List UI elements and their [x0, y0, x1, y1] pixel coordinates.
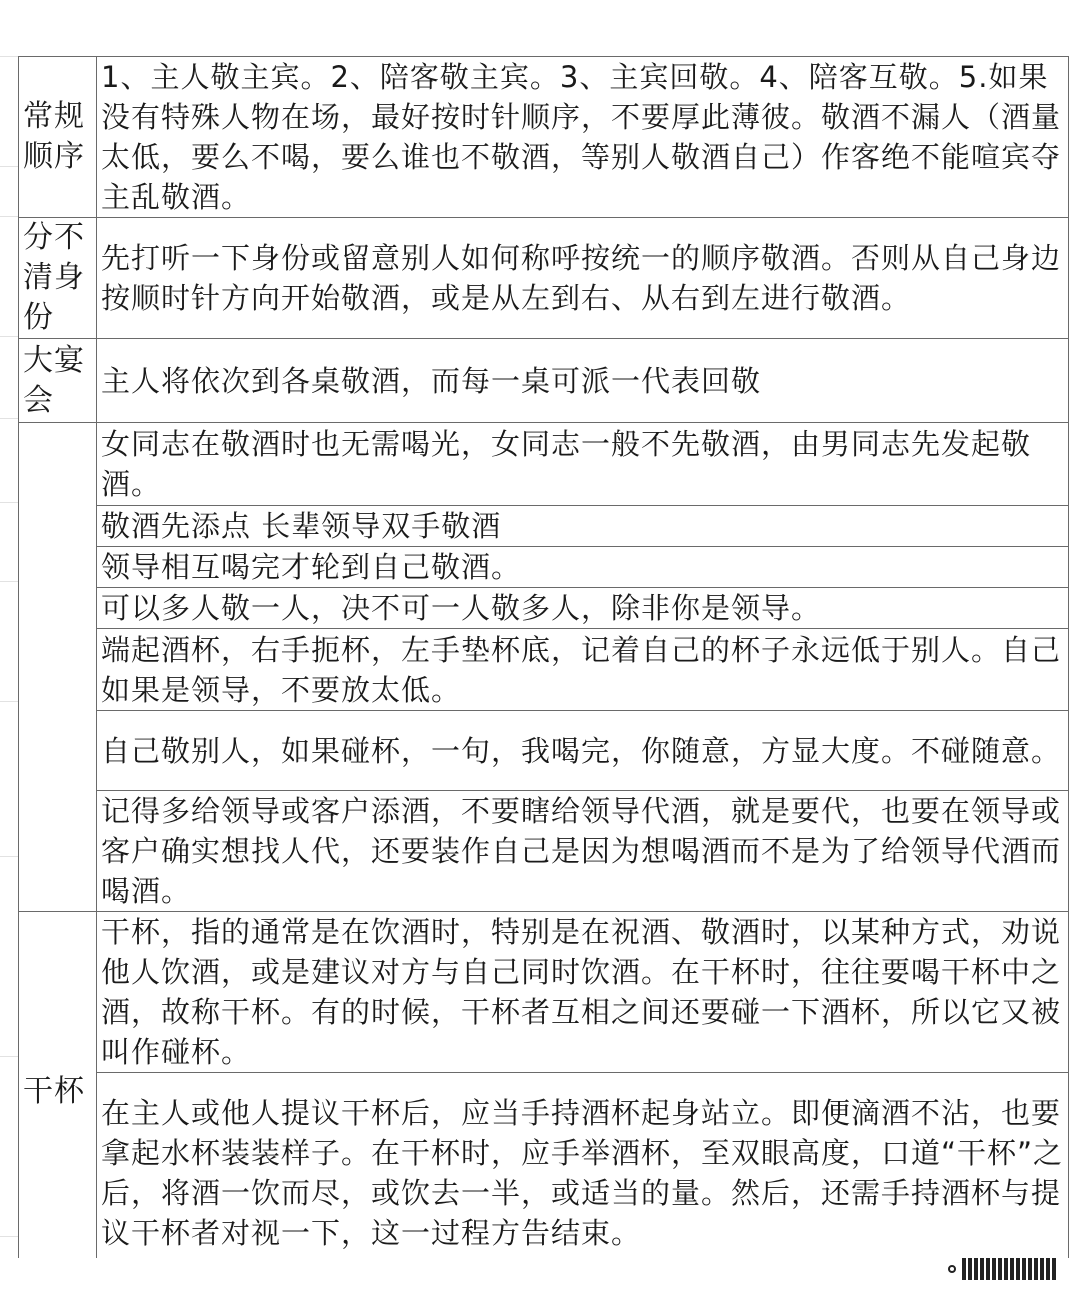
table-row	[19, 588, 1069, 629]
row-content: 主人将依次到各桌敬酒，而每一桌可派一代表回敬	[97, 339, 1069, 423]
row-content: 1、主人敬主宾。2、陪客敬主宾。3、主宾回敬。4、陪客互敬。5.如果没有特殊人物在场，最好按时针顺序，不要厚此薄彼。敬酒不漏人（酒量太低，要么不喝，要么谁也不敬酒，等别人敬酒自己）作客绝不能喧宾夺主乱敬酒。	[97, 57, 1069, 218]
table-row	[19, 57, 1069, 218]
table-row	[19, 218, 1069, 339]
row-category: 大宴会	[19, 339, 97, 423]
watermark-logo-icon	[948, 1256, 1056, 1282]
etiquette-table	[18, 56, 1069, 1273]
row-content: 先打听一下身份或留意别人如何称呼按统一的顺序敬酒。否则从自己身边按顺时针方向开始敬酒，或是从左到右、从右到左进行敬酒。	[97, 218, 1069, 339]
tip-item: 女同志在敬酒时也无需喝光，女同志一般不先敬酒，由男同志先发起敬酒。	[97, 423, 1069, 506]
table-row	[19, 912, 1069, 1073]
row-category: 分不清身份	[19, 218, 97, 339]
spreadsheet-row-gutter	[0, 56, 18, 1256]
row-category-empty	[19, 423, 97, 912]
tip-item: 敬酒先添点 长辈领导双手敬酒	[97, 506, 1069, 547]
table-row	[19, 791, 1069, 912]
tip-item: 可以多人敬一人，决不可一人敬多人，除非你是领导。	[97, 588, 1069, 629]
tip-item: 自己敬别人，如果碰杯，一句，我喝完，你随意，方显大度。不碰随意。	[97, 711, 1069, 791]
toast-category: 干杯	[19, 912, 97, 1273]
toast-procedure: 在主人或他人提议干杯后，应当手持酒杯起身站立。即便滴酒不沾，也要拿起水杯装装样子。在干杯时，应手举酒杯，至双眼高度，口道“干杯”之后，将酒一饮而尽，或饮去一半，或适当的量。然后，还需手持酒杯与提议干杯者对视一下，这一过程方告结束。	[97, 1073, 1069, 1273]
table-row	[19, 629, 1069, 711]
table-row	[19, 547, 1069, 588]
toast-definition: 干杯，指的通常是在饮酒时，特别是在祝酒、敬酒时，以某种方式，劝说他人饮酒，或是建议对方与自己同时饮酒。在干杯时，往往要喝干杯中之酒，故称干杯。有的时候，干杯者互相之间还要碰一下酒杯，所以它又被叫作碰杯。	[97, 912, 1069, 1073]
table-row	[19, 423, 1069, 506]
tip-item: 记得多给领导或客户添酒，不要瞎给领导代酒，就是要代，也要在领导或客户确实想找人代，还要装作自己是因为想喝酒而不是为了给领导代酒而喝酒。	[97, 791, 1069, 912]
row-category: 常规顺序	[19, 57, 97, 218]
table-row	[19, 711, 1069, 791]
page-bottom	[0, 1258, 1080, 1309]
tip-item: 领导相互喝完才轮到自己敬酒。	[97, 547, 1069, 588]
table-row	[19, 506, 1069, 547]
table-row	[19, 339, 1069, 423]
table-row	[19, 1073, 1069, 1273]
tip-item: 端起酒杯，右手扼杯，左手垫杯底，记着自己的杯子永远低于别人。自己如果是领导，不要放太低。	[97, 629, 1069, 711]
